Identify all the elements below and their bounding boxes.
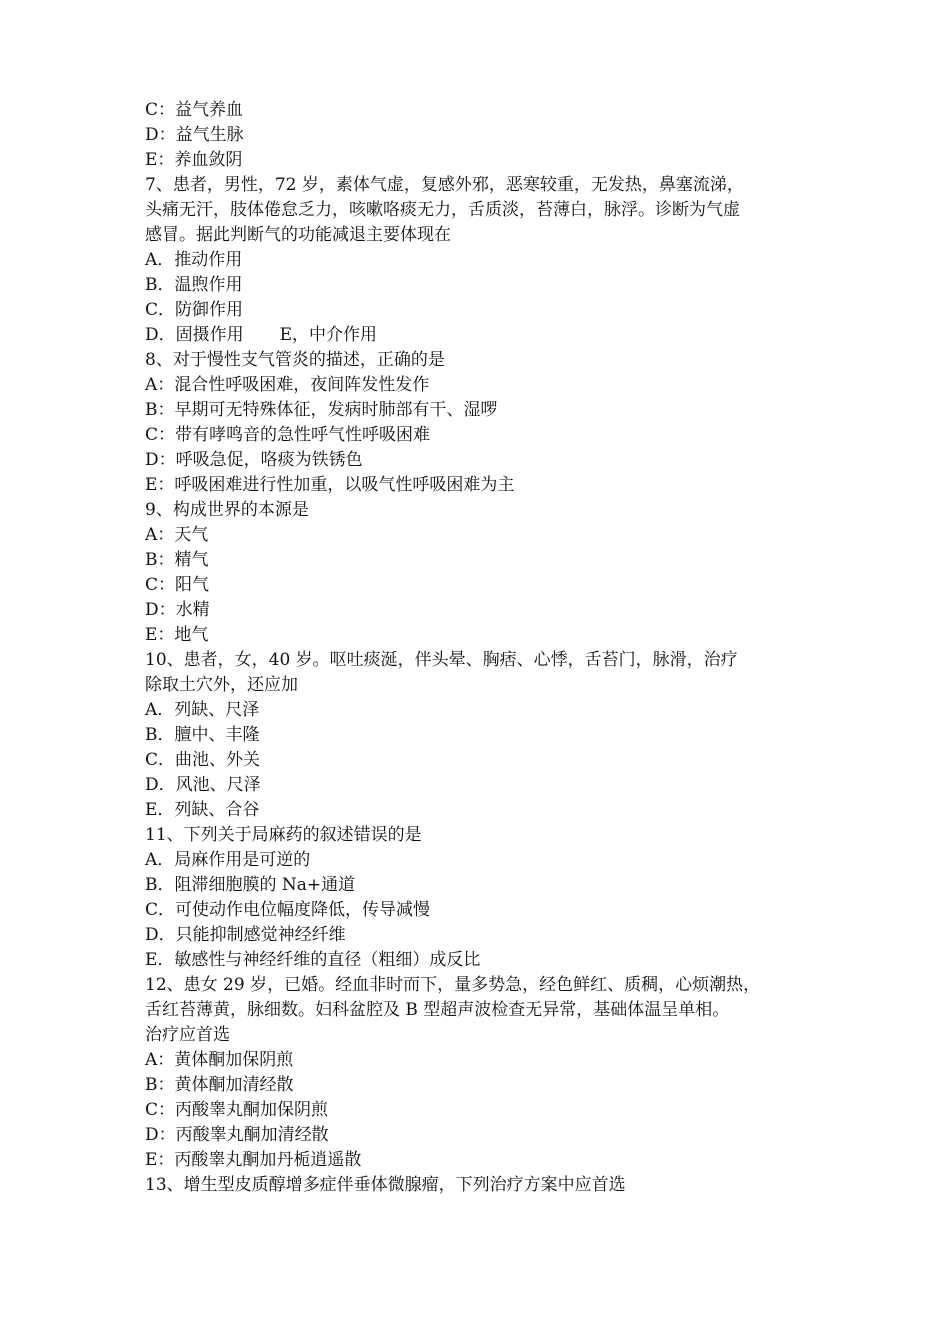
question-10-line: 10、患者，女，40 岁。呕吐痰涎，伴头晕、胸痞、心悸，舌苔门，脉滑，治疗 (145, 650, 738, 670)
option-line: D：水精 (145, 600, 210, 620)
option-line: B：黄体酮加清经散 (145, 1075, 294, 1095)
question-7-line: 7、患者，男性，72 岁，素体气虚，复感外邪，恶寒较重，无发热，鼻塞流涕， (145, 175, 744, 195)
option-line: C：益气养血 (145, 100, 244, 120)
option-line: C．曲池、外关 (145, 750, 261, 770)
question-12-line: 12、患女 29 岁，已婚。经血非时而下，量多势急，经色鲜红、质稠，心烦潮热， (145, 975, 761, 995)
question-7-line: 头痛无汗，肢体倦怠乏力，咳嗽咯痰无力，舌质淡，苔薄白，脉浮。诊断为气虚 (145, 200, 740, 220)
option-line: A．列缺、尺泽 (145, 700, 260, 720)
option-d: D．固摄作用 (145, 325, 244, 345)
option-line: D：丙酸睾丸酮加清经散 (145, 1125, 329, 1145)
option-line: B．膻中、丰隆 (145, 725, 260, 745)
option-line: E：呼吸困难进行性加重，以吸气性呼吸困难为主 (145, 475, 515, 495)
question-12-line: 舌红苔薄黄，脉细数。妇科盆腔及 B 型超声波检查无异常，基础体温呈单相。 (145, 1000, 730, 1020)
option-line: C：带有哮鸣音的急性呼气性呼吸困难 (145, 425, 431, 445)
option-line-combined (145, 323, 815, 348)
question-10-line: 除取土穴外，还应加 (145, 675, 298, 695)
question-11-line: 11、下列关于局麻药的叙述错误的是 (145, 825, 422, 845)
question-12-line: 治疗应首选 (145, 1025, 230, 1045)
option-line: D：呼吸急促，咯痰为铁锈色 (145, 450, 363, 470)
option-line: D．风池、尺泽 (145, 775, 261, 795)
option-line: B．温煦作用 (145, 275, 243, 295)
option-line: E：养血敛阴 (145, 150, 243, 170)
option-line: E．列缺、合谷 (145, 800, 260, 820)
question-7-line: 感冒。据此判断气的功能减退主要体现在 (145, 225, 451, 245)
question-13-line: 13、增生型皮质醇增多症伴垂体微腺瘤，下列治疗方案中应首选 (145, 1175, 626, 1195)
option-line: A．局麻作用是可逆的 (145, 850, 311, 870)
option-line: C．防御作用 (145, 300, 244, 320)
question-9-line: 9、构成世界的本源是 (145, 500, 309, 520)
option-line: C：阳气 (145, 575, 210, 595)
option-line: A．推动作用 (145, 250, 243, 270)
option-line: E：丙酸睾丸酮加丹栀逍遥散 (145, 1150, 362, 1170)
question-8-line: 8、对于慢性支气管炎的描述，正确的是 (145, 350, 445, 370)
option-line: B：早期可无特殊体征，发病时肺部有干、湿啰 (145, 400, 498, 420)
option-line: C．可使动作电位幅度降低，传导减慢 (145, 900, 431, 920)
option-line: A：混合性呼吸困难，夜间阵发性发作 (145, 375, 430, 395)
option-line: B：精气 (145, 550, 209, 570)
option-e: E，中介作用 (279, 325, 378, 345)
option-line: E．敏感性与神经纤维的直径（粗细）成反比 (145, 950, 481, 970)
option-line: D：益气生脉 (145, 125, 244, 145)
option-line: A：天气 (145, 525, 209, 545)
option-line: E：地气 (145, 625, 209, 645)
option-line: B．阻滞细胞膜的 Na+通道 (145, 875, 356, 895)
option-line: A：黄体酮加保阴煎 (145, 1050, 294, 1070)
option-line: C：丙酸睾丸酮加保阴煎 (145, 1100, 329, 1120)
document-body (145, 98, 815, 1198)
option-line: D．只能抑制感觉神经纤维 (145, 925, 346, 945)
